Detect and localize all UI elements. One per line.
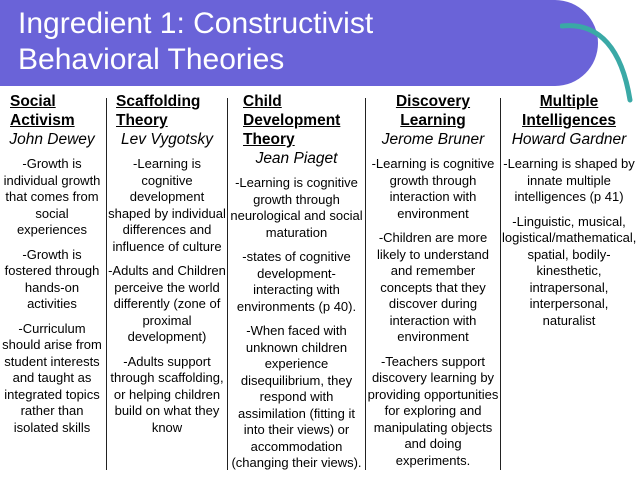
column-discovery-learning <box>367 92 499 477</box>
point: -Learning is cognitive development shaped by individual differences and influence of culture <box>108 156 226 254</box>
point: -Children are more likely to understand and remember concepts that they discover during interaction with environment <box>376 230 489 344</box>
slide-title: Ingredient 1: Constructivist Behavioral Theories <box>18 7 374 76</box>
column-heading: Multiple Intelligences <box>522 93 616 129</box>
column-heading: Child Development Theory <box>243 93 341 148</box>
column-multiple-intelligences <box>502 92 636 337</box>
column-social-activism <box>0 92 104 444</box>
point: -Learning is shaped by innate multiple intelligences (p 41) <box>503 156 635 204</box>
point: -Curriculum should arise from student interests and taught as integrated topics rather than isolated skills <box>2 320 102 435</box>
column-divider <box>227 98 228 470</box>
column-divider <box>365 98 366 470</box>
point: -Teachers support discovery learning by providing opportunities for exploring and manipulating objects and doing experiments. <box>367 353 499 468</box>
point: -Adults support through scaffolding, or helping children build on what they know <box>110 353 224 435</box>
column-child-development-theory <box>229 92 364 480</box>
point: -When faced with unknown children experience disequilibrium, they respond with assimilation (fitting it into their views) or accommodation (changing their views). <box>231 323 362 470</box>
theorist-name: Jerome Bruner <box>381 131 485 148</box>
column-divider <box>500 98 501 470</box>
point: -Growth is fostered through hands-on activities <box>4 246 100 311</box>
theorist-name: Howard Gardner <box>511 131 627 148</box>
column-heading: Discovery Learning <box>395 93 471 129</box>
column-divider <box>106 98 107 470</box>
theorist-name: Lev Vygotsky <box>121 131 213 148</box>
point: -Adults and Children perceive the world differently (zone of proximal development) <box>108 263 226 344</box>
point: -Linguistic, musical, logistical/mathematical, spatial, bodily-kinesthetic, intrapersonal, interpersonal, naturalist <box>502 213 637 328</box>
point: -Learning is cognitive growth through interaction with environment <box>371 156 495 221</box>
theorist-name: John Dewey <box>9 131 95 148</box>
point: -Learning is cognitive growth through neurological and social maturation <box>230 175 363 240</box>
point: -Growth is individual growth that comes from social experiences <box>3 156 101 237</box>
column-scaffolding-theory <box>108 92 226 444</box>
theorist-name: Jean Piaget <box>255 150 338 167</box>
point: -states of cognitive development-interacting with environments (p 40). <box>236 249 357 314</box>
column-heading: Social Activism <box>10 93 75 129</box>
column-heading: Scaffolding Theory <box>116 93 201 129</box>
